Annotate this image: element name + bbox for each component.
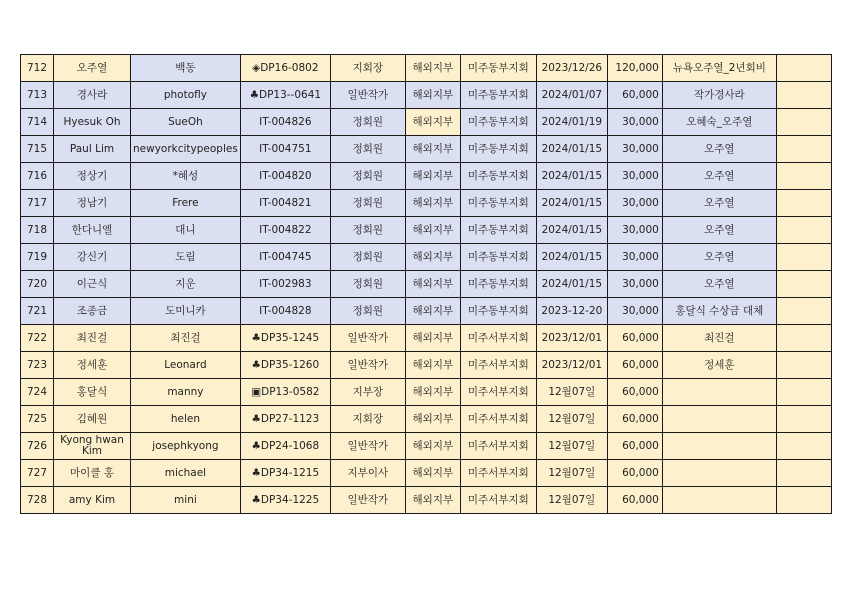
cell-memo[interactable]	[776, 82, 831, 109]
cell-number[interactable]: 717	[21, 190, 54, 217]
cell-sub-branch[interactable]: 미주동부지회	[460, 109, 536, 136]
cell-member-id[interactable]: IT-004821	[240, 190, 330, 217]
cell-date[interactable]: 2024/01/15	[536, 163, 607, 190]
cell-memo[interactable]	[776, 163, 831, 190]
cell-number[interactable]: 727	[21, 460, 54, 487]
cell-date[interactable]: 2024/01/15	[536, 136, 607, 163]
cell-note[interactable]	[662, 433, 776, 460]
cell-note[interactable]	[662, 379, 776, 406]
cell-sub-branch[interactable]: 미주동부지회	[460, 136, 536, 163]
cell-nickname[interactable]: 지운	[131, 271, 241, 298]
cell-nickname[interactable]: newyorkcitypeoples	[131, 136, 241, 163]
cell-number[interactable]: 723	[21, 352, 54, 379]
table-row	[21, 325, 832, 352]
cell-member-id[interactable]: ♣DP27-1123	[240, 406, 330, 433]
cell-memo[interactable]	[776, 352, 831, 379]
cell-note[interactable]	[662, 460, 776, 487]
cell-note[interactable]	[662, 487, 776, 514]
cell-name[interactable]: 이근식	[54, 271, 131, 298]
cell-number[interactable]: 724	[21, 379, 54, 406]
cell-name[interactable]: 강신기	[54, 244, 131, 271]
cell-grade[interactable]: 지회장	[330, 55, 405, 82]
cell-branch[interactable]: 해외지부	[405, 379, 460, 406]
cell-memo[interactable]	[776, 325, 831, 352]
cell-number[interactable]: 721	[21, 298, 54, 325]
cell-date[interactable]: 2023/12/01	[536, 325, 607, 352]
cell-sub-branch[interactable]: 미주동부지회	[460, 271, 536, 298]
cell-grade[interactable]: 일반작가	[330, 82, 405, 109]
cell-grade[interactable]: 일반작가	[330, 352, 405, 379]
cell-amount[interactable]: 60,000	[607, 433, 662, 460]
cell-date[interactable]: 12월07일	[536, 406, 607, 433]
cell-member-id[interactable]: ♣DP35-1245	[240, 325, 330, 352]
cell-note[interactable]: 오주열	[662, 244, 776, 271]
cell-grade[interactable]: 정회원	[330, 136, 405, 163]
cell-number[interactable]: 716	[21, 163, 54, 190]
cell-nickname[interactable]: 도미니카	[131, 298, 241, 325]
cell-number[interactable]: 712	[21, 55, 54, 82]
cell-sub-branch[interactable]: 미주서부지회	[460, 379, 536, 406]
cell-number[interactable]: 722	[21, 325, 54, 352]
cell-name[interactable]: 정세훈	[54, 352, 131, 379]
cell-name[interactable]: 정남기	[54, 190, 131, 217]
cell-sub-branch[interactable]: 미주동부지회	[460, 244, 536, 271]
cell-number[interactable]: 728	[21, 487, 54, 514]
cell-nickname[interactable]: 대니	[131, 217, 241, 244]
cell-grade[interactable]: 일반작가	[330, 433, 405, 460]
cell-nickname[interactable]: 도림	[131, 244, 241, 271]
cell-memo[interactable]	[776, 433, 831, 460]
cell-note[interactable]: 오주열	[662, 190, 776, 217]
cell-amount[interactable]: 60,000	[607, 406, 662, 433]
cell-note[interactable]: 오주열	[662, 163, 776, 190]
cell-name[interactable]: 한다니엘	[54, 217, 131, 244]
cell-sub-branch[interactable]: 미주동부지회	[460, 298, 536, 325]
cell-grade[interactable]: 정회원	[330, 271, 405, 298]
cell-amount[interactable]: 30,000	[607, 244, 662, 271]
cell-name[interactable]: Kyong hwan Kim	[54, 433, 131, 460]
cell-date[interactable]: 2024/01/15	[536, 271, 607, 298]
cell-branch[interactable]: 해외지부	[405, 460, 460, 487]
cell-member-id[interactable]: IT-004751	[240, 136, 330, 163]
cell-date[interactable]: 12월07일	[536, 379, 607, 406]
cell-branch[interactable]: 해외지부	[405, 487, 460, 514]
cell-note[interactable]: 오주열	[662, 136, 776, 163]
cell-grade[interactable]: 지회장	[330, 406, 405, 433]
cell-amount[interactable]: 60,000	[607, 325, 662, 352]
table-row	[21, 136, 832, 163]
cell-date[interactable]: 2024/01/19	[536, 109, 607, 136]
cell-amount[interactable]: 30,000	[607, 217, 662, 244]
cell-nickname[interactable]: josephkyong	[131, 433, 241, 460]
cell-memo[interactable]	[776, 460, 831, 487]
cell-member-id[interactable]: IT-002983	[240, 271, 330, 298]
cell-date[interactable]: 12월07일	[536, 487, 607, 514]
cell-grade[interactable]: 일반작가	[330, 487, 405, 514]
cell-number[interactable]: 726	[21, 433, 54, 460]
cell-number[interactable]: 713	[21, 82, 54, 109]
table-body	[21, 55, 832, 514]
cell-note[interactable]: 홍달식 수상금 대체	[662, 298, 776, 325]
cell-memo[interactable]	[776, 487, 831, 514]
cell-name[interactable]: 정상기	[54, 163, 131, 190]
cell-branch[interactable]: 해외지부	[405, 55, 460, 82]
cell-note[interactable]: 오혜숙_오주열	[662, 109, 776, 136]
table-row	[21, 82, 832, 109]
cell-amount[interactable]: 120,000	[607, 55, 662, 82]
cell-member-id[interactable]: IT-004745	[240, 244, 330, 271]
cell-grade[interactable]: 정회원	[330, 109, 405, 136]
cell-amount[interactable]: 60,000	[607, 379, 662, 406]
cell-number[interactable]: 725	[21, 406, 54, 433]
cell-memo[interactable]	[776, 406, 831, 433]
cell-grade[interactable]: 지부장	[330, 379, 405, 406]
cell-date[interactable]: 12월07일	[536, 460, 607, 487]
cell-amount[interactable]: 60,000	[607, 352, 662, 379]
cell-date[interactable]: 12월07일	[536, 433, 607, 460]
cell-memo[interactable]	[776, 217, 831, 244]
cell-name[interactable]: amy Kim	[54, 487, 131, 514]
cell-branch[interactable]: 해외지부	[405, 325, 460, 352]
cell-member-id[interactable]: ◈DP16-0802	[240, 55, 330, 82]
cell-name[interactable]: 최진걸	[54, 325, 131, 352]
cell-name[interactable]: 마이클 홍	[54, 460, 131, 487]
table-row	[21, 487, 832, 514]
cell-nickname[interactable]: helen	[131, 406, 241, 433]
member-table	[20, 54, 832, 514]
cell-member-id[interactable]: ♣DP34-1225	[240, 487, 330, 514]
cell-date[interactable]: 2023-12-20	[536, 298, 607, 325]
cell-member-id[interactable]: IT-004822	[240, 217, 330, 244]
cell-name[interactable]: 오주열	[54, 55, 131, 82]
table-row	[21, 55, 832, 82]
cell-sub-branch[interactable]: 미주서부지회	[460, 325, 536, 352]
cell-number[interactable]: 720	[21, 271, 54, 298]
cell-amount[interactable]: 60,000	[607, 460, 662, 487]
cell-amount[interactable]: 30,000	[607, 136, 662, 163]
cell-sub-branch[interactable]: 미주동부지회	[460, 55, 536, 82]
cell-amount[interactable]: 30,000	[607, 190, 662, 217]
cell-grade[interactable]: 지부이사	[330, 460, 405, 487]
cell-date[interactable]: 2024/01/15	[536, 244, 607, 271]
cell-date[interactable]: 2024/01/07	[536, 82, 607, 109]
cell-member-id[interactable]: ♣DP24-1068	[240, 433, 330, 460]
table-row	[21, 298, 832, 325]
cell-name[interactable]: Paul Lim	[54, 136, 131, 163]
cell-amount[interactable]: 30,000	[607, 163, 662, 190]
cell-amount[interactable]: 60,000	[607, 487, 662, 514]
cell-nickname[interactable]: SueOh	[131, 109, 241, 136]
cell-date[interactable]: 2023/12/01	[536, 352, 607, 379]
cell-branch[interactable]: 해외지부	[405, 352, 460, 379]
cell-nickname[interactable]: Frere	[131, 190, 241, 217]
cell-memo[interactable]	[776, 379, 831, 406]
spreadsheet	[20, 54, 832, 514]
cell-grade[interactable]: 정회원	[330, 244, 405, 271]
cell-note[interactable]: 오주열	[662, 217, 776, 244]
table-row	[21, 190, 832, 217]
table-row	[21, 109, 832, 136]
cell-member-id[interactable]: ▣DP13-0582	[240, 379, 330, 406]
cell-member-id[interactable]: ♣DP35-1260	[240, 352, 330, 379]
table-row	[21, 163, 832, 190]
cell-nickname[interactable]: 최진걸	[131, 325, 241, 352]
cell-grade[interactable]: 정회원	[330, 298, 405, 325]
cell-number[interactable]: 715	[21, 136, 54, 163]
cell-sub-branch[interactable]: 미주서부지회	[460, 460, 536, 487]
cell-grade[interactable]: 정회원	[330, 190, 405, 217]
cell-nickname[interactable]: Leonard	[131, 352, 241, 379]
cell-sub-branch[interactable]: 미주동부지회	[460, 190, 536, 217]
cell-note[interactable]	[662, 406, 776, 433]
cell-sub-branch[interactable]: 미주서부지회	[460, 406, 536, 433]
cell-sub-branch[interactable]: 미주동부지회	[460, 82, 536, 109]
cell-branch[interactable]: 해외지부	[405, 433, 460, 460]
cell-sub-branch[interactable]: 미주서부지회	[460, 352, 536, 379]
cell-number[interactable]: 718	[21, 217, 54, 244]
cell-sub-branch[interactable]: 미주서부지회	[460, 487, 536, 514]
table-row	[21, 271, 832, 298]
cell-branch[interactable]: 해외지부	[405, 271, 460, 298]
cell-date[interactable]: 2024/01/15	[536, 217, 607, 244]
cell-note[interactable]: 최진걸	[662, 325, 776, 352]
cell-member-id[interactable]: IT-004826	[240, 109, 330, 136]
cell-sub-branch[interactable]: 미주동부지회	[460, 217, 536, 244]
cell-nickname[interactable]: manny	[131, 379, 241, 406]
cell-note[interactable]: 뉴욕오주열_2년회비	[662, 55, 776, 82]
cell-branch[interactable]: 해외지부	[405, 406, 460, 433]
cell-note[interactable]: 정세훈	[662, 352, 776, 379]
cell-member-id[interactable]: IT-004820	[240, 163, 330, 190]
cell-memo[interactable]	[776, 271, 831, 298]
cell-memo[interactable]	[776, 55, 831, 82]
table-row	[21, 244, 832, 271]
cell-grade[interactable]: 일반작가	[330, 325, 405, 352]
cell-sub-branch[interactable]: 미주동부지회	[460, 163, 536, 190]
cell-name[interactable]: 김혜원	[54, 406, 131, 433]
cell-amount[interactable]: 60,000	[607, 82, 662, 109]
cell-branch[interactable]: 해외지부	[405, 109, 460, 136]
cell-memo[interactable]	[776, 244, 831, 271]
table-row	[21, 352, 832, 379]
cell-branch[interactable]: 해외지부	[405, 136, 460, 163]
cell-sub-branch[interactable]: 미주서부지회	[460, 433, 536, 460]
cell-number[interactable]: 714	[21, 109, 54, 136]
cell-memo[interactable]	[776, 298, 831, 325]
cell-nickname[interactable]: michael	[131, 460, 241, 487]
cell-name[interactable]: 홍달식	[54, 379, 131, 406]
table-row	[21, 460, 832, 487]
cell-memo[interactable]	[776, 136, 831, 163]
cell-member-id[interactable]: IT-004828	[240, 298, 330, 325]
cell-branch[interactable]: 해외지부	[405, 163, 460, 190]
cell-name[interactable]: Hyesuk Oh	[54, 109, 131, 136]
cell-grade[interactable]: 정회원	[330, 163, 405, 190]
cell-nickname[interactable]: 백동	[131, 55, 241, 82]
cell-amount[interactable]: 30,000	[607, 298, 662, 325]
cell-grade[interactable]: 정회원	[330, 217, 405, 244]
cell-member-id[interactable]: ♣DP13--0641	[240, 82, 330, 109]
cell-member-id[interactable]: ♣DP34-1215	[240, 460, 330, 487]
cell-name[interactable]: 조종금	[54, 298, 131, 325]
cell-branch[interactable]: 해외지부	[405, 217, 460, 244]
cell-amount[interactable]: 30,000	[607, 271, 662, 298]
table-row	[21, 406, 832, 433]
table-row	[21, 379, 832, 406]
cell-branch[interactable]: 해외지부	[405, 190, 460, 217]
cell-memo[interactable]	[776, 190, 831, 217]
table-row	[21, 433, 832, 460]
cell-branch[interactable]: 해외지부	[405, 298, 460, 325]
table-row	[21, 217, 832, 244]
cell-branch[interactable]: 해외지부	[405, 82, 460, 109]
cell-note[interactable]: 오주열	[662, 271, 776, 298]
cell-note[interactable]: 작가경사라	[662, 82, 776, 109]
cell-nickname[interactable]: mini	[131, 487, 241, 514]
cell-date[interactable]: 2024/01/15	[536, 190, 607, 217]
cell-number[interactable]: 719	[21, 244, 54, 271]
cell-date[interactable]: 2023/12/26	[536, 55, 607, 82]
cell-name[interactable]: 경사라	[54, 82, 131, 109]
cell-branch[interactable]: 해외지부	[405, 244, 460, 271]
cell-nickname[interactable]: *혜성	[131, 163, 241, 190]
cell-nickname[interactable]: photofly	[131, 82, 241, 109]
cell-amount[interactable]: 30,000	[607, 109, 662, 136]
cell-memo[interactable]	[776, 109, 831, 136]
